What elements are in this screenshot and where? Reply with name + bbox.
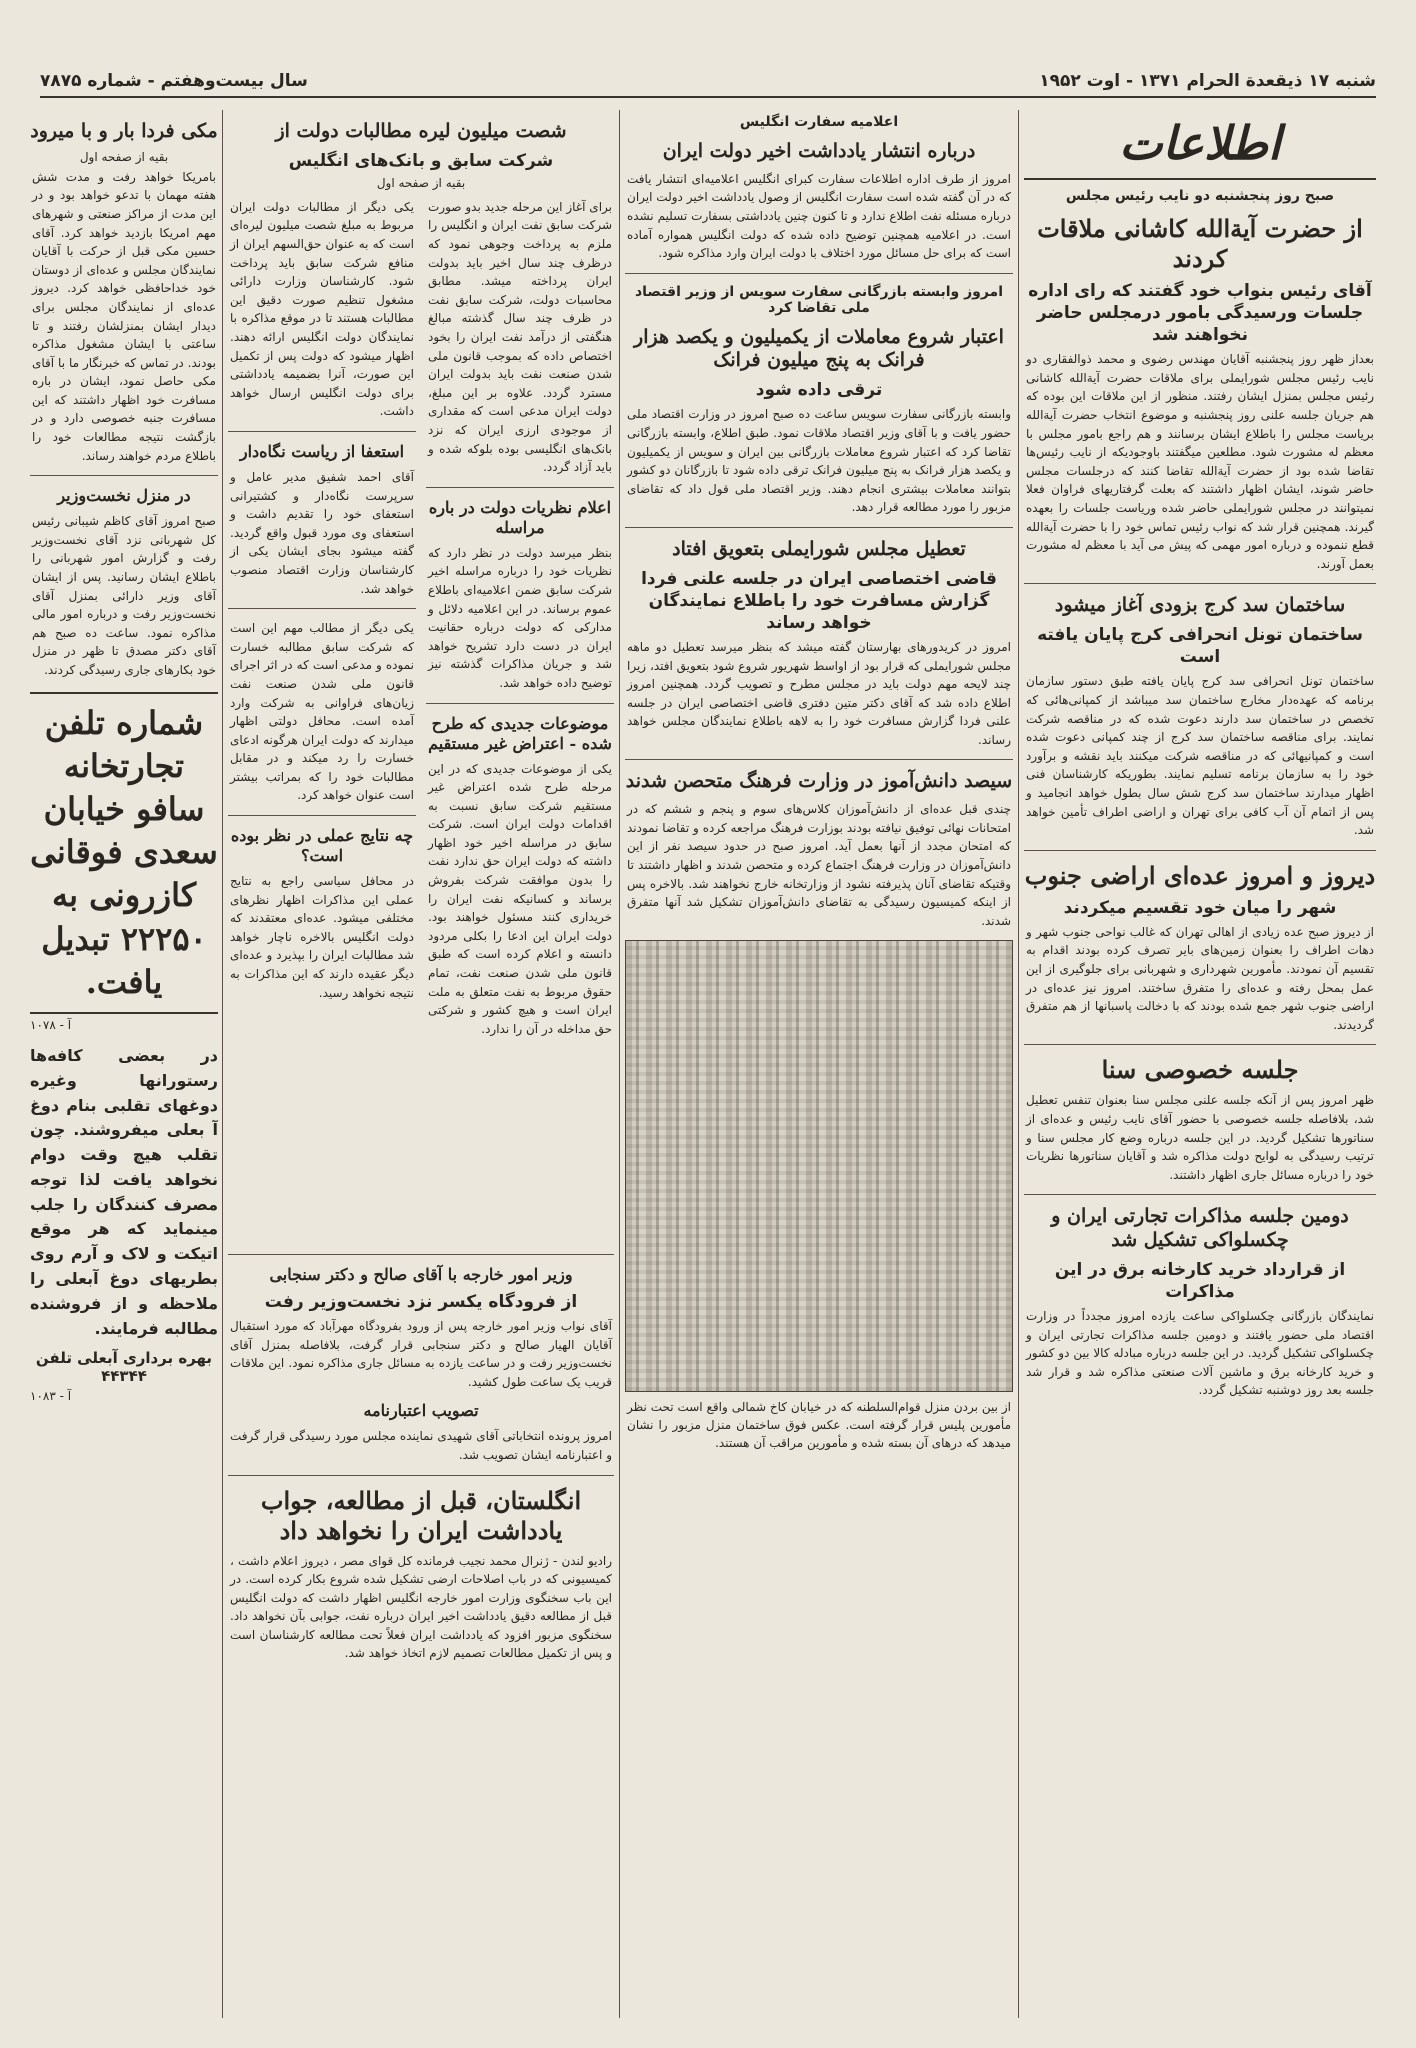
article-body: چندی قبل عده‌ای از دانش‌آموزان کلاس‌های سوم و پنجم و ششم که در امتحانات نهائی توفیق نیافته بودند بوزارت فرهنگ مراجعه کرده و تقاضا نمودند که امتحان مجدد از آنها بعمل آید. امروز صبح در حدود سیصد نفر از این دانش‌آموزان در وزارت فرهنگ اجتماع کرده و متحصن شدند و اظهار داشتند تا وقتیکه تقاضای آنان پذیرفته نشود از وزارتخانه خارج نخواهند شد. بالاخره پس از اینکه کمیسیون رسیدگی به تقاضای دانش‌آموزان تشکیل شد آنها متفرق شدند. [627, 802, 1011, 928]
article-divider [1024, 583, 1376, 584]
article-headline: مکی فردا بار و با میرود [30, 120, 218, 142]
article-headline: در منزل نخست‌وزیر [57, 486, 191, 506]
ad-footer: بهره برداری آبعلی تلفن ۴۴۳۴۴ [35, 1349, 213, 1386]
article-body: وابسته بازرگانی سفارت سویس ساعت ده صبح امروز در وزارت اقتصاد ملی حضور یافت و با آقای وزیر اقتصاد ملاقات نمود. طبق اطلاع، وابسته بازرگانی تقاضا کرد که اعتبار شروع معاملات بازرگانی بین ایران و سویس از یکمیلیون و یکصد هزار فرانک به پنج میلیون فرانک ترقی داده شود تا بازرگانان دو کشور بتوانند معاملات بیشتری انجام دهند. وزیر اقتصاد ملی قول داد که تقاضای مزبور را مورد مطالعه قرار دهد. [627, 407, 1011, 515]
article-body: یکی دیگر از مطالب مهم این است که شرکت سابق مطالبه خسارت نموده و مدعی است که در اثر اجرای قانون ملی شدن صنعت نفت زیان‌های فراوانی به شرکت وارد آمده است. محافل دولتی اظهار میدارند که دولت ایران هرگونه ادعای خسارت را رد میکند و در مقابل مطالبات خود را که بمراتب بیشتر است عنوان خواهد کرد. [230, 621, 414, 803]
article-subheadline: قاضی اختصاصی ایران در جلسه علنی فردا گزارش مسافرت خود را باطلاع نمایندگان خواهد رساند [641, 568, 997, 633]
article-body: برای آغاز این مرحله جدید بدو صورت شرکت سابق نفت ایران و انگلیس را ملزم به پرداخت وجوهی نمود که درظرف چند سال اخیر باید بدولت ایران پرداخته میشد. مطابق محاسبات دولت، شرکت سابق نفت در ظرف چند سال گذشته مبالغ هنگفتی از درآمد نفت ایران را بخود اختصاص داده که بموجب قانون ملی شدن صنعت نفت باید بدولت ایران مسترد گردد. علاوه بر این مبلغ، دولت ایران مدعی است که مقداری از موجودی ارزی ایران که نزد بانک‌های انگلیسی بوده بلوکه شده و باید آزاد گردد. [428, 199, 612, 475]
column-rule [1018, 110, 1019, 2018]
article-headline: دیروز و امروز عده‌ای اراضی جنوب [1024, 860, 1376, 890]
article-divider [1024, 1044, 1376, 1045]
masthead-logo: اطلاعات [1024, 110, 1376, 180]
article-body: بنظر میرسد دولت در نظر دارد که نظریات خود را درباره مراسله اخیر شرکت سابق ضمن اعلامیه‌ای باطلاع عموم برساند. در این اعلامیه دلائل و مدارکی که دولت درباره حقانیت ایران در دست دارد تشریح خواهد شد و جریان مذاکرات گذشته نیز توضیح داده خواهد شد. [428, 545, 612, 690]
issue-date: شنبه ۱۷ ذیقعدة الحرام ۱۳۷۱ - اوت ۱۹۵۲ [1039, 71, 1376, 91]
column-center-right [625, 110, 1013, 2024]
article-body: ساختمان تونل انحرافی سد کرج پایان یافته طبق دستور سازمان برنامه که عهده‌دار مخارج ساختمان سد میباشد از کمپانی‌هائی که تخصص در ساختمان سد دارند دعوت شده که در مناقصه شرکت نمایند. برای مناقصه ساختمان سد کرج از چند کمپانی دعوت شده است و کمپانیهائی که در مناقصه شرکت میکنند باید نقشه و برآورد خود را به سازمان برنامه تسلیم نمایند. بطوریکه کارشناسان فنی اظهار میدارند ساختمان سد کرج شش سال بطول خواهد انجامید و پس از اتمام آن آب کافی برای تهران و اراضی اطراف تأمین خواهد شد. [1026, 674, 1374, 838]
article-headline: موضوعات جدیدی که طرح شده - اعتراض غیر مستقیم [428, 713, 612, 753]
advertisement-phone-change: شماره تلفن تجارتخانه سافو خیابان سعدی فوقانی کازرونی به ۲۲۲۵۰ تبدیل یافت. [30, 692, 218, 1014]
article-headline: استعفا از ریاست نگاه‌دار [239, 441, 405, 461]
article-divider [228, 1475, 614, 1476]
article-body: امروز در کریدورهای بهارستان گفته میشد که بنظر میرسد تعطیل دو ماهه مجلس شورایملی که قرار بود از اواسط شهریور شروع شود بتعویق افتد، زیرا چند لایحه مهم دولت باید در مجلس مطرح و تصویب گردد. همچنین امروز اطلاع داده شد که آقای دکتر متین دفتری قاضی اختصاصی ایران در جلسه علنی فردا گزارش مسافرت خود را به لاهه باطلاع نمایندگان مجلس خواهد رساند. [627, 639, 1011, 747]
ad-code: آ - ۱۰۷۸ [30, 1017, 72, 1032]
article-subheadline: از فرودگاه یکسر نزد نخست‌وزیر رفت [264, 1291, 578, 1312]
article-headline: انگلستان، قبل از مطالعه، جواب یادداشت ایران را نخواهد داد [260, 1485, 582, 1545]
column-center-left [228, 110, 614, 2024]
article-body: امروز پرونده انتخاباتی آقای شهیدی نماینده مجلس مورد رسیدگی قرار گرفت و اعتبارنامه ایشان تصویب شد. [230, 1429, 612, 1462]
article-headline: چه نتایج عملی در نظر بوده است؟ [230, 826, 414, 866]
article-continuation: بقیه از صفحه اول [376, 175, 466, 190]
article-body: یکی از موضوعات جدیدی که در این مرحله طرح شده اعتراض غیر مستقیم شرکت سابق نسبت به اقدامات دولت ایران است. شرکت سابق در مراسله اخیر خود اظهار داشته که دولت ایران حق ندارد نفت را بدون موافقت شرکت بفروش برساند و کسانیکه نفت ایران را خریداری کنند مسئول خواهند بود. دولت ایران این ادعا را بکلی مردود دانسته و اعلام کرده است که طبق قانون ملی شدن صنعت نفت، تمام حقوق مربوط به نفت متعلق به ملت ایران است و هیچ کشور و شرکتی حق مداخله در آن را ندارد. [428, 761, 612, 1036]
article-headline: سیصد دانش‌آموز در وزارت فرهنگ متحصن شدند [625, 770, 1013, 793]
dateline-bar [40, 66, 1376, 98]
column-left [30, 110, 218, 2024]
subcolumn-right [426, 194, 614, 1043]
article-kicker: صبح روز پنجشنبه دو نایب رئیس مجلس [1065, 188, 1335, 204]
article-divider [625, 527, 1013, 528]
article-kicker: اعلامیه سفارت انگلیس [739, 114, 899, 130]
article-headline: اعلام نظریات دولت در باره مراسله [428, 497, 612, 537]
article-divider [228, 608, 416, 609]
article-headline: جلسه خصوصی سنا [1101, 1055, 1299, 1085]
article-subheadline: شهر را میان خود تقسیم میکردند [1063, 897, 1337, 918]
column-rule [619, 110, 620, 2018]
article-subheadline: شرکت سابق و بانک‌های انگلیس [288, 150, 554, 171]
article-headline: وزیر امور خارجه با آقای صالح و دکتر سنجابی [269, 1264, 573, 1284]
article-headline: تصویب اعتبارنامه [363, 1401, 479, 1421]
article-body: یکی دیگر از مطالبات دولت ایران مربوط به مبلغ شصت میلیون لیره‌ای است که به عنوان حق‌السهم ایران از منافع شرکت سابق باید پرداخت شود. کارشناسان وزارت دارائی مشغول تنظیم صورت دقیق این مطالبات هستند تا در موقع مذاکره با نمایندگان دولت انگلیس ارائه دهند. اظهار میشود که دولت پس از تکمیل این صورت، آنرا بضمیمه یادداشتی برای دولت انگلیس ارسال خواهد داشت. [230, 199, 414, 419]
article-divider [30, 475, 218, 476]
photo-caption: از بین بردن منزل قوام‌السلطنه که در خیابان کاخ شمالی واقع است تحت نظر مأمورین پلیس قرار گرفته است. عکس فوق ساختمان منزل مزبور را نشان میدهد که درهای آن بسته شده و مأمورین مراقب آن هستند. [627, 1400, 1011, 1451]
article-body: آقای نواب وزیر امور خارجه پس از ورود بفرودگاه مهرآباد که مورد استقبال آقایان الهیار صالح و دکتر سنجابی قرار گرفت، بلافاصله بمنزل آقای نخست‌وزیر رفت و در ساعت یازده به مسائل جاری مذاکره نمود. این ملاقات قریب یک ساعت طول کشید. [230, 1318, 612, 1389]
article-subheadline: ساختمان تونل انحرافی کرج پایان یافته است [1037, 625, 1363, 668]
article-subheadline: آقای رئیس بنواب خود گفتند که رای اداره جلسات ورسیدگی بامور درمجلس حاضر نخواهند شد [1028, 281, 1372, 346]
article-headline: دومین جلسه مذاکرات تجارتی ایران و چکسلواکی تشکیل شد [1051, 1205, 1349, 1252]
article-body: ظهر امروز پس از آنکه جلسه علنی مجلس سنا بعنوان تنفس تعطیل شد، بلافاصله جلسه خصوصی با حضور آقای نایب رئیس و عده‌ای از سناتورها تشکیل گردید. در این جلسه درباره وضع کار مجلس سنا و ترتیب رسیدگی به لوایح دولت مذاکره شد و آقایان سناتورها نظریات خود را درباره مسائل جاری اظهار داشتند. [1026, 1093, 1374, 1182]
article-divider [228, 815, 416, 816]
article-headline: ساختمان سد کرج بزودی آغاز میشود [1054, 594, 1346, 617]
article-body: صبح امروز آقای کاظم شیبانی رئیس کل شهربانی نزد آقای نخست‌وزیر رفت و گزارش امور شهربانی را باطلاع ایشان رسانید. پس از ایشان آقای وزیر دارائی بمنزل آقای نخست‌وزیر رفت و درباره امور مالی مذاکره نمود. ساعت ده صبح هم آقای دکتر مصدق تا ظهر در منزل خود بکارهای جاری رسیدگی کردند. [32, 514, 216, 677]
subcolumn-left [228, 194, 416, 1006]
news-photo [625, 940, 1013, 1392]
article-subheadline: از قرارداد خرید کارخانه برق در این مذاکرات [1054, 1259, 1346, 1302]
article-kicker: امروز وابسته بازرگانی سفارت سویس از وزیر اقتصاد ملی تقاضا کرد [634, 283, 1004, 316]
article-body: رادیو لندن - ژنرال محمد نجیب فرمانده کل قوای مصر ، دیروز اعلام داشت ، کمیسیونی که در باب اصلاحات ارضی تشکیل شده شروع بکار کرده است. در این باب سخنگوی وزارت امور خارجه انگلیس اظهار داشت که دولت انگلیس قبل از مطالعه دقیق یادداشت اخیر ایران درباره نفت، جوابی بآن نخواهد داد. سخنگوی مزبور افزود که یادداشت ایران فعلاً تحت مطالعه کارشناسان است و پس از تکمیل مطالعات تصمیم لازم اتخاذ خواهد شد. [230, 1553, 612, 1661]
article-subheadline: ترقی داده شود [755, 380, 883, 401]
article-headline: تعطیل مجلس شورایملی بتعویق افتاد [672, 537, 966, 560]
article-divider [426, 703, 614, 704]
article-divider [625, 759, 1013, 760]
article-headline: شصت میلیون لیره مطالبات دولت از [275, 120, 567, 142]
article-continuation: بقیه از صفحه اول [79, 149, 169, 164]
column-rule [222, 110, 223, 2018]
two-column-block [228, 194, 614, 1244]
ad-code: آ - ۱۰۸۳ [30, 1389, 72, 1404]
article-body: در محافل سیاسی راجع به نتایج عملی این مذاکرات اظهار نظرهای مختلفی میشود. عده‌ای معتقدند که دولت انگلیس بالاخره ناچار خواهد شد مطالبات ایران را بپذیرد و عده‌ای دیگر عقیده دارند که این مذاکرات به نتیجه نخواهد رسید. [230, 874, 414, 1000]
article-body: بامریکا خواهد رفت و مدت شش هفته مهمان با تدعو خواهد بود و در این مدت از مراکز صنعتی و شهرهای مهم امریکا بازدید خواهد کرد. آقای حسین مکی قبل از حرکت با آقایان نمایندگان مجلس و عده‌ای از دوستان خود خداحافظی خواهد کرد. دیروز عده‌ای از نمایندگان مجلس برای دیدار ایشان بمنزلشان رفتند و تا ساعتی با ایشان مشغول مذاکره بودند. در تماس که خبرنگار ما با آقای مکی حاصل نمود، ایشان در باره مسافرت خود اظهار داشتند که این مسافرت جنبه خصوصی دارد و در بازگشت نتیجه مطالعات خود را باطلاع مردم خواهند رساند. [32, 169, 216, 463]
article-headline: درباره انتشار یادداشت اخیر دولت ایران [662, 140, 976, 162]
article-divider [228, 431, 416, 432]
article-body: نمایندگان بازرگانی چکسلواکی ساعت یازده امروز مجدداً در وزارت اقتصاد ملی حضور یافتند و دومین جلسه مذاکرات تجارتی ایران و چکسلواکی تشکیل گردید. در این جلسه درباره مبادله کالا بین دو کشور و خرید کارخانه برق و ماشین آلات صنعتی مذاکره شد و قرار شد جلسه بعد روز دوشنبه تشکیل گردد. [1026, 1309, 1374, 1398]
article-divider [426, 487, 614, 488]
article-divider [625, 273, 1013, 274]
article-body: بعداز ظهر روز پنجشنبه آقایان مهندس رضوی و محمد ذوالفقاری دو نایب رئیس مجلس شورایملی برای ملاقات حضرت آیةالله کاشانی رئیس مجلس بمنزل ایشان رفتند. منظور از این ملاقات این بوده که هم جریان جلسه علنی روز پنجشنبه و موضوع انتخاب حضرت آیةالله بریاست مجلس را باطلاع ایشان برسانند و هم راجع بامور مجلس با معظم له مشورت شود. مطلعین میگفتند باوجودیکه از نایب رئیس‌ها تقاضا شده بود از حضرت آیةالله تقاضا کنند که درجلسات مجلس حاضر شوند، ایشان اظهار داشتند که بعلت گرفتاریهای فراوان فعلا نمیتوانند در مجلس شورایملی حاضر شده وریاست جلسات را بعهده گیرند. همچنین قرار شد که نواب رئیس تماس خود را با حضرت آیةالله قطع ننموده و درباره امور مهمی که پیش می آید با معظم له مشورت بعمل آورند. [1026, 352, 1374, 571]
article-divider [228, 1254, 614, 1255]
article-headline: از حضرت آیةالله کاشانی ملاقات کردند [1037, 214, 1363, 273]
advertisement-doogh: در بعضی کافه‌ها رستورانها وغیره دوغهای تقلبی بنام دوغ آ بعلی میفروشند. چون تقلب هیچ وقت دوام نخواهد یافت لذا توجه مصرف کنندگان را جلب مینماید که هر موقع اتیکت و لاک و آرم روی بطریهای دوغ آبعلی را ملاحظه و از فروشنده مطالبه فرمایند. [30, 1045, 218, 1338]
article-headline: اعتبار شروع معاملات از یکمیلیون و یکصد هزار فرانک به پنج میلیون فرانک [634, 325, 1004, 372]
issue-number: سال بیست‌وهفتم - شماره ۷۸۷۵ [40, 71, 308, 91]
article-body: امروز از طرف اداره اطلاعات سفارت کبرای انگلیس اعلامیه‌ای انتشار یافت که در آن گفته شده است سفارت انگلیس از وصول یادداشت اخیر دولت ایران درباره مسئله نفت اطلاع ندارد و تا کنون چنین یادداشتی بسفارت تسلیم نشده است. در اعلامیه همچنین توضیح داده شده که دولت انگلیس همواره آماده است که برای حل مسائل مورد اختلاف با دولت ایران وارد مذاکره شود. [627, 171, 1011, 261]
column-right [1024, 110, 1376, 2024]
article-body: آقای احمد شفیق مدیر عامل و سرپرست نگاه‌دار و کشتیرانی استعفای خود را تقدیم داشت و استعفای وی مورد قبول واقع گردید. گفته میشود بجای ایشان یکی از کارشناسان وزارت اقتصاد منصوب خواهد شد. [230, 469, 414, 596]
article-divider [1024, 1194, 1376, 1195]
article-body: از دیروز صبح عده زیادی از اهالی تهران که غالب نواحی جنوب شهر و دهات اطراف را بعنوان زمین‌های بایر تصرف کرده بودند اقدام به تقسیم آن نمودند. مأمورین شهرداری و شهربانی برای جلوگیری از این عمل بمحل رفته و عده‌ای را متفرق ساختند. امروز نیز عده‌ای در اراضی جنوب شهر جمع شده بودند که با دخالت پاسبانها از هم متفرق گردیدند. [1026, 924, 1374, 1032]
article-divider [1024, 850, 1376, 851]
